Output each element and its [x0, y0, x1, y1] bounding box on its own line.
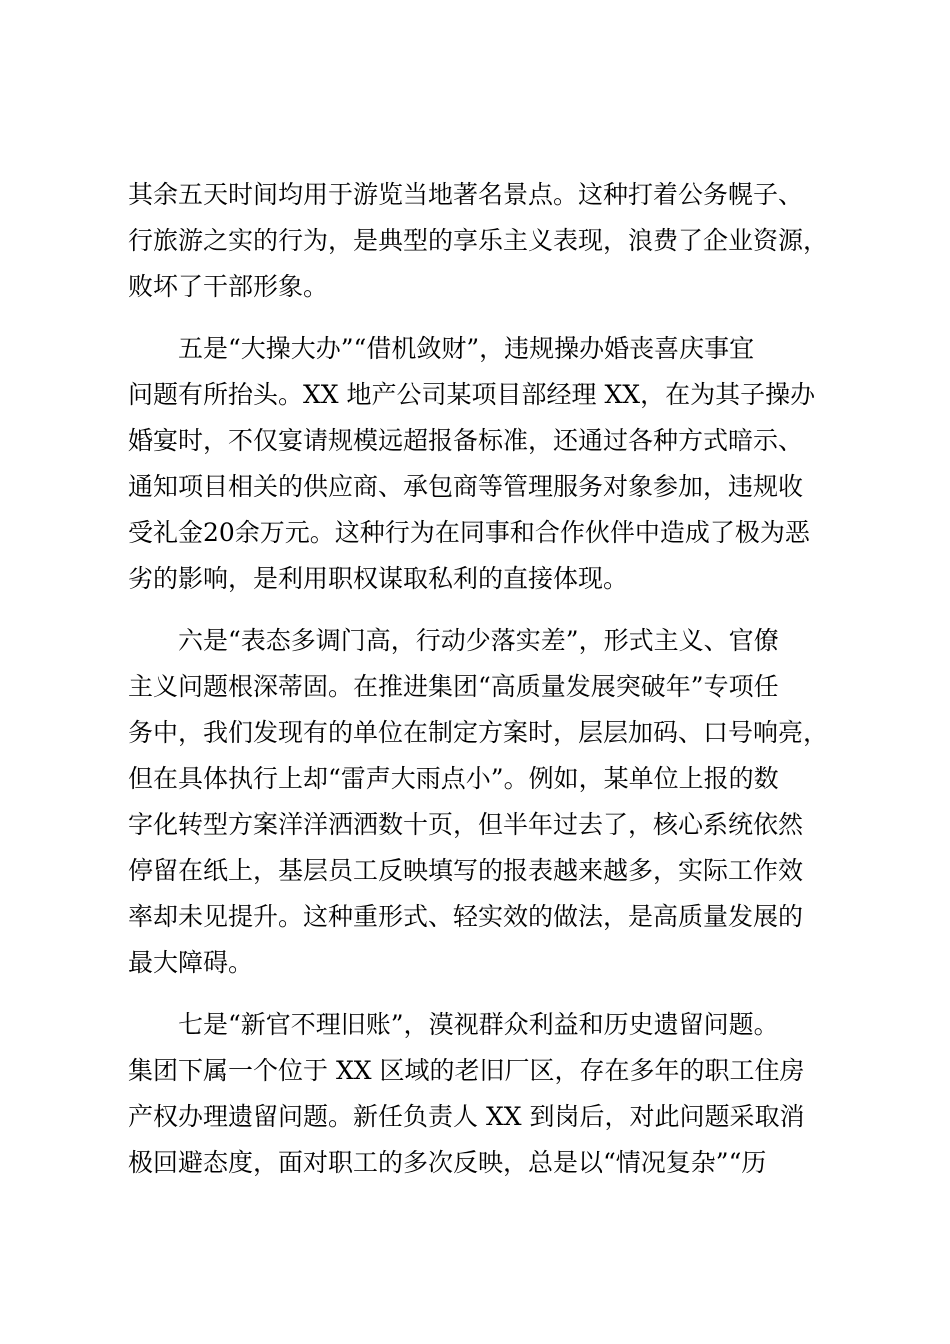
paragraph-spacer — [128, 986, 838, 1002]
paragraph-line: 六是“表态多调门高，行动少落实差”，形式主义、官僚 — [128, 626, 779, 655]
paragraph-line: 败坏了干部形象。 — [128, 272, 329, 301]
paragraph-1 — [128, 172, 838, 310]
paragraph-line: 劣的影响，是利用职权谋取私利的直接体现。 — [128, 564, 629, 593]
paragraph-2 — [128, 326, 838, 602]
paragraph-spacer — [128, 602, 838, 618]
paragraph-4 — [128, 1002, 838, 1186]
paragraph-line: 极回避态度，面对职工的多次反映，总是以“情况复杂”“历 — [128, 1148, 767, 1177]
paragraph-line: 婚宴时，不仅宴请规模远超报备标准，还通过各种方式暗示、 — [128, 426, 804, 455]
paragraph-line: 行旅游之实的行为，是典型的享乐主义表现，浪费了企业资源， — [128, 226, 829, 255]
paragraph-line: 产权办理遗留问题。新任负责人 XX 到岗后，对此问题采取消 — [128, 1102, 805, 1131]
paragraph-line: 通知项目相关的供应商、承包商等管理服务对象参加，违规收 — [128, 472, 804, 501]
paragraph-line: 最大障碍。 — [128, 948, 254, 977]
paragraph-line: 停留在纸上，基层员工反映填写的报表越来越多，实际工作效 — [128, 856, 804, 885]
paragraph-line: 五是“大操大办”“借机敛财”，违规操办婚丧喜庆事宜 — [128, 334, 755, 363]
paragraph-line: 受礼金20余万元。这种行为在同事和合作伙伴中造成了极为恶 — [128, 518, 810, 547]
paragraph-line: 务中，我们发现有的单位在制定方案时，层层加码、口号响亮， — [128, 718, 829, 747]
paragraph-line: 问题有所抬头。XX 地产公司某项目部经理 XX，在为其子操办 — [128, 380, 816, 409]
paragraph-3 — [128, 618, 838, 986]
paragraph-line: 集团下属一个位于 XX 区域的老旧厂区，存在多年的职工住房 — [128, 1056, 805, 1085]
paragraph-spacer — [128, 310, 838, 326]
document-body — [128, 172, 838, 1186]
paragraph-line: 率却未见提升。这种重形式、轻实效的做法，是高质量发展的 — [128, 902, 804, 931]
paragraph-line: 主义问题根深蒂固。在推进集团“高质量发展突破年”专项任 — [128, 672, 779, 701]
paragraph-line: 字化转型方案洋洋洒洒数十页，但半年过去了，核心系统依然 — [128, 810, 804, 839]
paragraph-line: 七是“新官不理旧账”，漠视群众利益和历史遗留问题。 — [128, 1010, 779, 1039]
paragraph-line: 但在具体执行上却“雷声大雨点小”。例如，某单位上报的数 — [128, 764, 779, 793]
paragraph-line: 其余五天时间均用于游览当地著名景点。这种打着公务幌子、 — [128, 180, 804, 209]
